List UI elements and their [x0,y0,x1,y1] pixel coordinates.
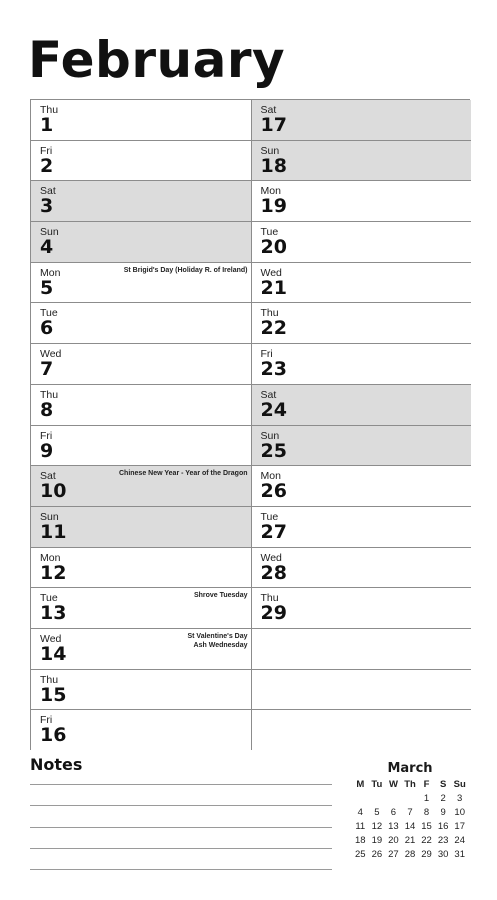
day-cell [252,263,472,304]
day-of-week: Wed [40,632,62,645]
day-number: 24 [260,398,287,421]
day-number: 22 [260,317,287,340]
mini-weekday-header: S [439,779,447,790]
day-of-week: Wed [260,266,282,279]
day-of-week: Tue [40,307,58,320]
mini-day: 10 [454,807,465,818]
day-of-week: Tue [260,226,279,239]
event-label: St Valentine's Day [187,632,248,640]
mini-day: 20 [388,835,399,846]
mini-calendar-grid [352,778,468,862]
event-label: St Brigid's Day (Holiday R. of Ireland) [123,266,248,274]
mini-day: 21 [404,835,416,846]
mini-weekday-header: M [356,779,365,790]
day-of-week: Sat [260,104,277,116]
day-cell [252,303,472,344]
day-column-right [251,100,472,749]
mini-weekday-header: F [423,779,430,790]
day-of-week: Wed [260,551,282,564]
empty-cell [252,710,472,751]
mini-day: 19 [371,835,383,846]
mini-day [385,792,402,806]
event-label: Shrove Tuesday [193,592,248,600]
day-of-week: Fri [260,348,273,361]
mini-day: 2 [440,793,446,804]
day-cell [31,385,251,426]
day-number: 17 [260,114,287,136]
day-of-week: Tue [260,510,279,523]
day-number: 26 [260,480,287,503]
empty-cell [252,670,472,711]
mini-day: 31 [454,849,465,860]
day-number: 23 [260,358,287,381]
day-of-week: Fri [40,144,53,157]
day-event [119,469,248,479]
notes-heading: Notes [30,755,83,774]
mini-weekday-header: Th [404,779,416,790]
day-cell [31,466,251,507]
day-number: 11 [40,520,67,543]
day-cell [31,263,251,304]
day-number: 20 [260,236,287,259]
day-number: 10 [40,480,67,503]
mini-day: 5 [374,807,380,818]
mini-day: 28 [404,849,416,860]
mini-day: 12 [371,821,383,832]
mini-day: 16 [437,821,449,832]
day-cell [252,507,472,548]
day-of-week: Thu [260,592,279,605]
mini-day: 7 [407,807,413,818]
event-label: Ash Wednesday [193,642,248,650]
mini-day: 11 [355,821,366,832]
day-number: 29 [260,602,287,625]
mini-day: 1 [423,793,430,804]
day-cell [252,100,472,141]
day-cell [31,344,251,385]
day-number: 8 [40,398,54,421]
day-event [187,632,247,651]
day-of-week: Sun [40,510,59,523]
mini-day: 27 [388,849,399,860]
day-cell [31,548,251,589]
mini-weekday-header: W [388,779,398,790]
mini-day [352,792,369,806]
day-of-week: Mon [260,185,281,198]
day-cell [31,303,251,344]
mini-day: 22 [421,835,432,846]
day-number: 21 [260,276,287,299]
day-grid [30,99,470,750]
day-number: 2 [40,154,54,177]
day-of-week: Sat [260,388,277,401]
day-cell [252,181,472,222]
day-cell [252,426,472,467]
day-of-week: Thu [40,388,59,401]
empty-cell [252,629,472,670]
mini-weekday-header: Tu [371,779,383,790]
month-title: February [28,31,286,89]
day-of-week: Sun [260,429,280,442]
day-cell [31,670,251,711]
day-number: 1 [40,114,54,136]
day-cell [31,629,251,670]
mini-day: 29 [421,849,432,860]
day-of-week: Fri [40,714,53,727]
day-of-week: Mon [40,266,61,279]
mini-day: 25 [354,849,366,860]
day-cell [252,466,472,507]
day-cell [31,588,251,629]
day-of-week: Mon [40,551,61,564]
note-line[interactable] [30,848,332,849]
day-event [194,591,248,601]
day-of-week: Sat [40,470,56,483]
note-line[interactable] [30,805,332,806]
day-number: 4 [40,236,54,259]
day-column-left [31,100,251,749]
day-number: 9 [40,439,54,462]
mini-day: 26 [371,849,383,860]
day-number: 13 [40,602,67,625]
note-line[interactable] [30,827,332,828]
day-cell [252,385,472,426]
day-of-week: Thu [40,104,59,116]
day-number: 14 [40,642,67,665]
mini-day: 13 [388,821,399,832]
day-cell [252,588,472,629]
day-of-week: Fri [40,429,53,442]
day-number: 6 [40,317,54,340]
mini-day: 18 [354,835,366,846]
mini-day [369,792,386,806]
mini-day: 6 [390,807,397,818]
day-number: 5 [40,276,54,299]
day-cell [252,344,472,385]
day-of-week: Sun [260,144,280,157]
day-cell [31,426,251,467]
mini-day [402,792,419,806]
day-of-week: Sun [40,226,59,239]
day-cell [31,181,251,222]
mini-day: 23 [437,835,449,846]
day-of-week: Wed [40,348,62,361]
day-event [124,266,248,276]
mini-day: 30 [437,849,449,860]
day-of-week: Thu [260,307,279,320]
day-number: 27 [260,520,287,543]
day-cell [31,222,251,263]
note-line[interactable] [30,784,332,785]
day-number: 19 [260,195,287,218]
day-of-week: Tue [40,592,58,605]
day-cell [31,507,251,548]
day-number: 18 [260,154,287,177]
day-cell [31,710,251,751]
event-label: Chinese New Year - Year of the Dragon [118,470,248,478]
day-cell [252,141,472,182]
day-cell [252,222,472,263]
mini-day: 14 [404,821,416,832]
day-number: 12 [40,561,67,584]
day-number: 15 [40,683,67,706]
mini-calendar-title: March [387,761,433,776]
day-of-week: Sat [40,185,56,198]
day-of-week: Thu [40,673,59,686]
mini-day: 9 [440,807,446,818]
day-number: 16 [40,724,67,747]
mini-day: 3 [457,793,463,804]
mini-day: 4 [357,807,363,818]
day-cell [31,141,251,182]
mini-day: 15 [421,821,432,832]
mini-day: 17 [454,821,465,832]
day-cell [252,548,472,589]
mini-day: 24 [454,835,465,846]
day-number: 25 [260,439,287,462]
day-number: 28 [260,561,287,584]
mini-weekday-header: Su [453,779,466,790]
note-line[interactable] [30,869,332,870]
day-number: 3 [40,195,54,218]
mini-day: 8 [423,807,430,818]
day-of-week: Mon [260,470,281,483]
day-number: 7 [40,358,54,381]
day-cell [31,100,251,141]
